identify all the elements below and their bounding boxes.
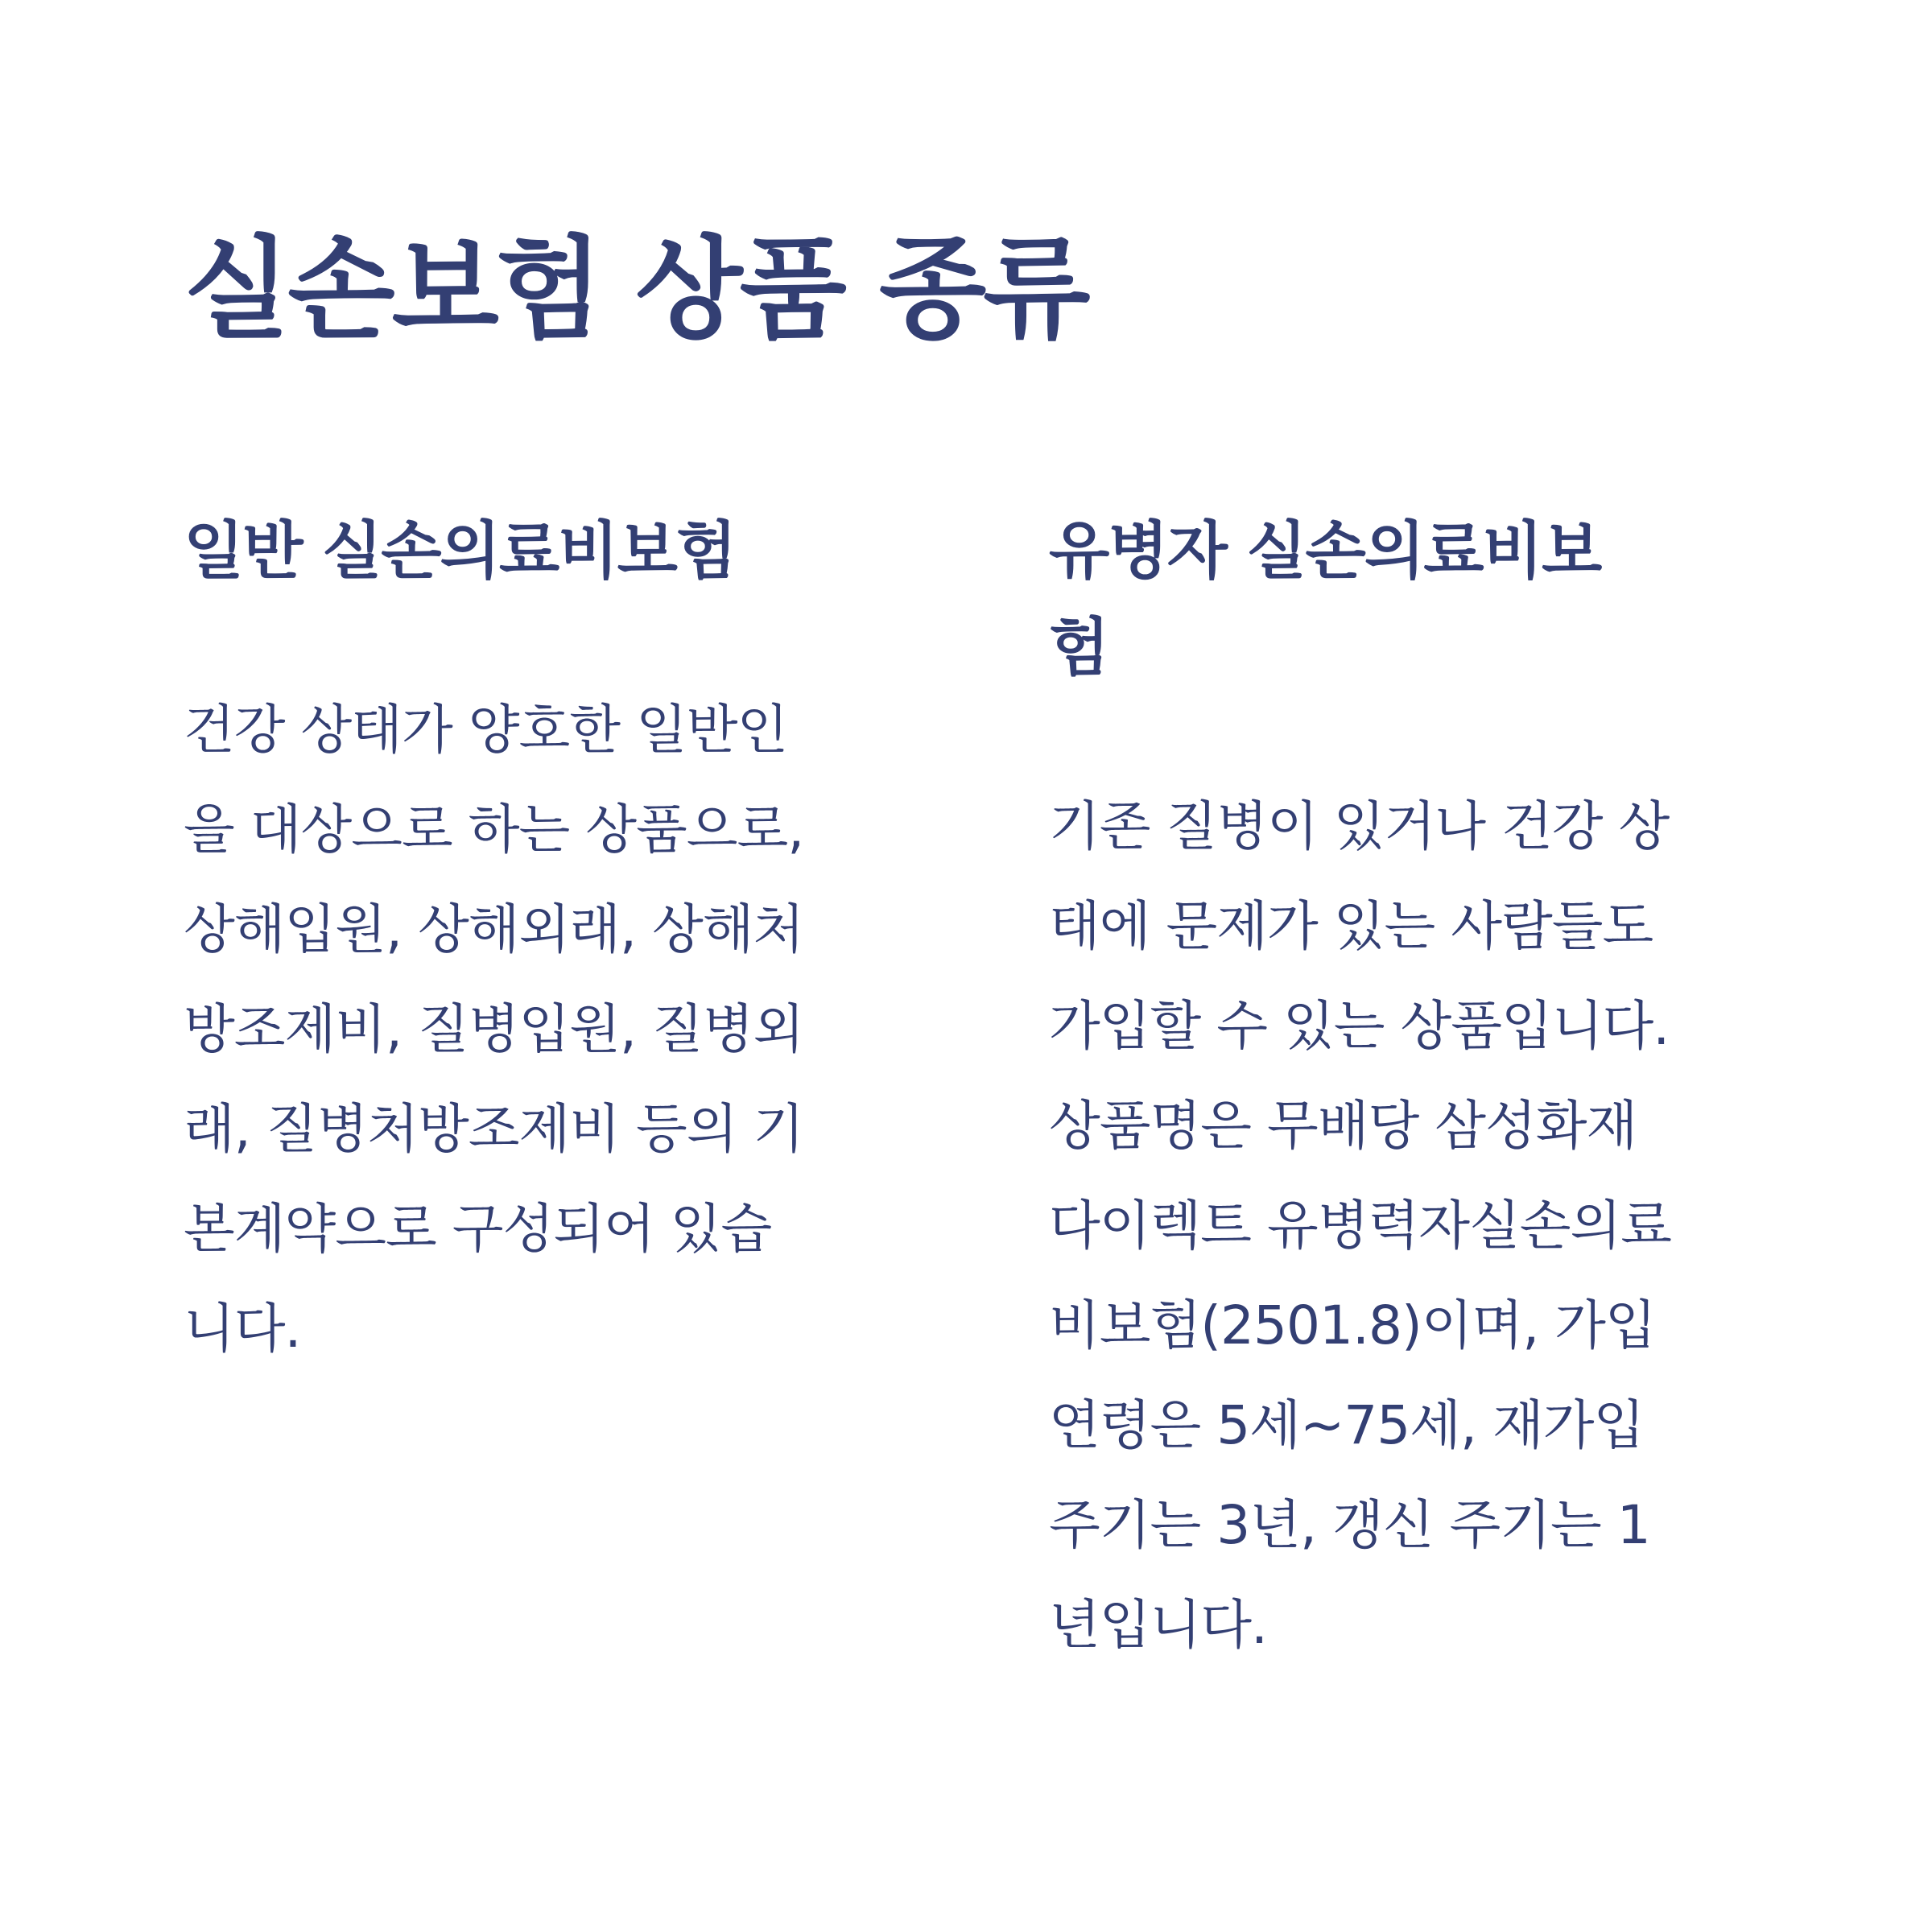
body-line: 가입할 수 있는 상품입니다. bbox=[1049, 995, 1670, 1057]
section-heading bbox=[1049, 503, 1773, 696]
heading-line: 험 bbox=[1049, 612, 1108, 684]
page-title: 실손보험 상품 종류 bbox=[184, 225, 1088, 354]
body-line: 다이렉트 유병력자실손의료 bbox=[1049, 1195, 1672, 1257]
body-line: 방조제비, 질병입원, 질병외 bbox=[184, 998, 804, 1060]
body-line: 본계약으로 구성되어 있습 bbox=[184, 1198, 772, 1260]
body-line: 래, 질병처방조제비 등의 기 bbox=[184, 1098, 804, 1160]
body-line: 을 대상으로 하는 상품으로, bbox=[184, 799, 804, 861]
section-general-insurance bbox=[184, 503, 892, 1379]
body-line: 상품명은 무배당 삼성화재 bbox=[1049, 1095, 1637, 1157]
body-line: 연령은 5세~75세, 재가입 bbox=[1049, 1394, 1645, 1456]
section-body bbox=[184, 600, 892, 1379]
heading-line: 일반 실손의료비보험 bbox=[184, 515, 736, 588]
heading-line: 유병자 실손의료비보 bbox=[1049, 515, 1601, 588]
body-line: 기존 질병이 있거나 건강 상 bbox=[1049, 795, 1670, 857]
section-heading bbox=[184, 503, 892, 600]
body-line: 주기는 3년, 갱신 주기는 1 bbox=[1049, 1494, 1650, 1556]
section-body bbox=[1049, 696, 1773, 1675]
body-line: 상해입원, 상해외래, 상해처 bbox=[184, 898, 804, 960]
body-line: 니다. bbox=[184, 1298, 301, 1360]
section-preexisting-insurance bbox=[1049, 503, 1773, 1675]
body-line: 건강 상태가 양호한 일반인 bbox=[184, 699, 788, 761]
body-line: 년입니다. bbox=[1049, 1594, 1268, 1656]
body-line: 태에 문제가 있는 사람들도 bbox=[1049, 895, 1653, 957]
body-line: 비보험(2501.8)이며, 가입 bbox=[1049, 1294, 1656, 1356]
